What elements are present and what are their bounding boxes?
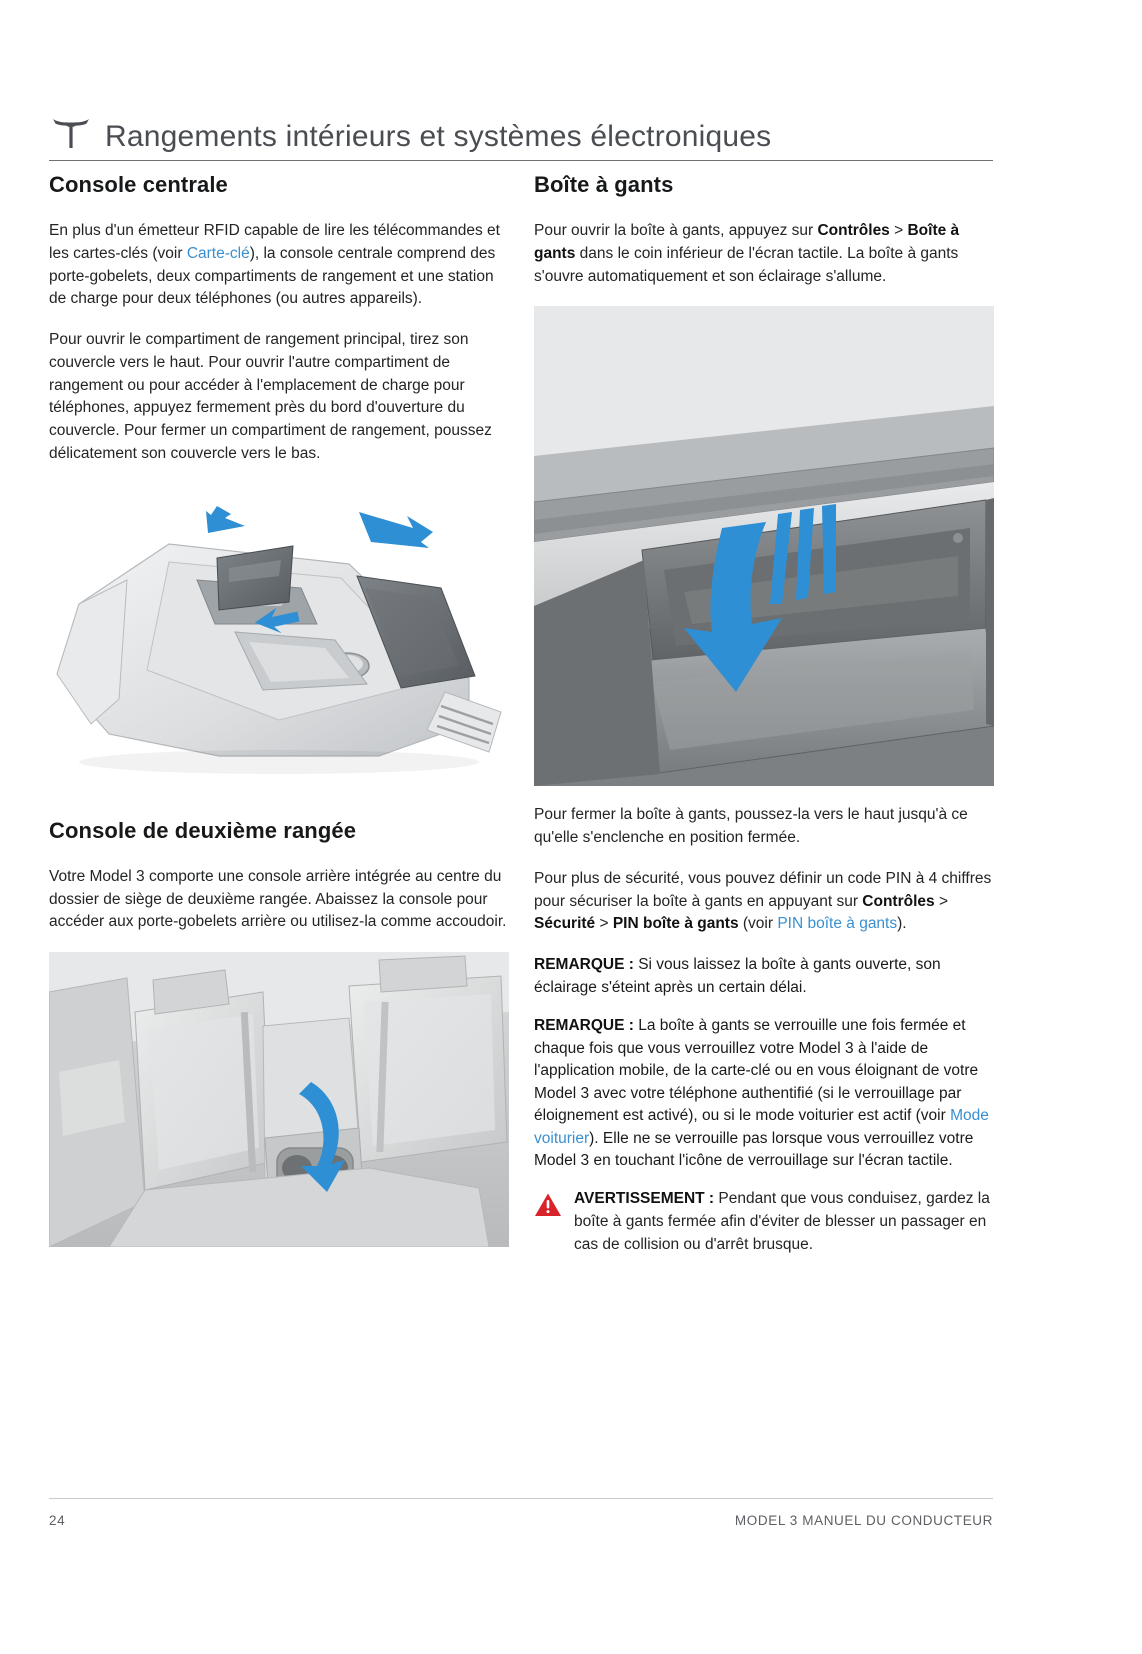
text-run: > xyxy=(595,915,613,933)
heading-console-centrale: Console centrale xyxy=(49,172,228,197)
page-title: Rangements intérieurs et systèmes électroniques xyxy=(105,120,772,153)
text-run: Pendant que vous conduisez, gardez la boîte à gants fermée afin d'éviter de blesser un passager en cas de collision ou d'arrêt brusque. xyxy=(574,1190,990,1254)
page-number: 24 xyxy=(49,1513,66,1528)
arrow-open-armrest xyxy=(359,512,433,548)
ui-path-glovebox: Boîte à gants xyxy=(534,222,960,262)
link-pin-boite-a-gants[interactable]: PIN boîte à gants xyxy=(777,915,898,933)
figure-center-console xyxy=(49,484,509,784)
paragraph-glovebox-pin xyxy=(534,868,994,936)
glovebox-illustration xyxy=(534,306,994,786)
right-column xyxy=(534,172,994,1257)
note-glovebox-light xyxy=(534,954,994,999)
heading-boite-a-gants: Boîte à gants xyxy=(534,172,674,197)
tesla-logo xyxy=(49,114,93,154)
text-run: En plus d'un émetteur RFID capable de lire les télécommandes et les cartes-clés (voir xyxy=(49,222,500,262)
text-run: Pour ouvrir la boîte à gants, appuyez sur xyxy=(534,222,818,239)
ui-path-glovebox-pin: PIN boîte à gants xyxy=(612,915,739,933)
ui-path-controls: Contrôles xyxy=(817,222,890,239)
text-run: (voir xyxy=(738,915,778,933)
warning-triangle-icon xyxy=(534,1192,562,1218)
note-glovebox-lock xyxy=(534,1015,994,1172)
document-title: MODEL 3 MANUEL DU CONDUCTEUR xyxy=(734,1513,993,1528)
text-run: ). Elle ne se verrouille pas lorsque vous verrouillez votre Model 3 en touchant l'icône de verrouillage sur l'écran tactile. xyxy=(534,1129,974,1169)
warning-text xyxy=(574,1188,994,1256)
paragraph-rear-console: Votre Model 3 comporte une console arrière intégrée au centre du dossier de siège de deuxième rangée. Abaissez la console pour accéder aux porte-gobelets arrière ou utilisez-la comme accoudoir. xyxy=(49,867,507,931)
center-console-illustration xyxy=(49,484,509,784)
text-run: ). xyxy=(897,915,907,933)
note-label: REMARQUE : xyxy=(534,956,634,974)
link-mode-voiturier[interactable]: Mode voiturier xyxy=(534,1107,989,1147)
left-column xyxy=(49,172,509,1257)
warning-label: AVERTISSEMENT : xyxy=(574,1190,715,1208)
paragraph-console-opening: Pour ouvrir le compartiment de rangement principal, tirez son couvercle vers le haut. Pour ouvrir l'autre compartiment de rangement ou pour accéder à l'emplacement de charge pour téléphones, appuyez fermement près du bord d'ouverture du couvercle. Pour fermer un compartiment de rangement, poussez délicatement son couvercle vers le bas. xyxy=(49,331,492,463)
text-run: > xyxy=(934,892,948,910)
note-label: REMARQUE : xyxy=(534,1017,634,1035)
text-run: dans le coin inférieur de l'écran tactile. La boîte à gants s'ouvre automatiquement et son éclairage s'allume. xyxy=(534,244,959,285)
paragraph-glovebox-close: Pour fermer la boîte à gants, poussez-la vers le haut jusqu'à ce qu'elle s'enclenche en position fermée. xyxy=(534,806,968,847)
warning-block xyxy=(534,1188,994,1256)
figure-rear-console-photo xyxy=(49,952,509,1247)
arrow-open-front-lid xyxy=(206,506,245,533)
text-run: Pour plus de sécurité, vous pouvez définir un code PIN à 4 chiffres pour sécuriser la boîte à gants en appuyant sur xyxy=(534,869,992,910)
ui-path-controls-2: Contrôles xyxy=(862,892,935,910)
page-header xyxy=(49,108,993,161)
rear-seats-illustration xyxy=(49,952,509,1247)
figure-glovebox-photo xyxy=(534,306,994,786)
heading-console-deuxieme-rangee: Console de deuxième rangée xyxy=(49,817,357,843)
paragraph-glovebox-open xyxy=(534,220,994,288)
text-run: ), la console centrale comprend des porte-gobelets, deux compartiments de rangement et une station de charge pour deux téléphones (ou autres appareils). xyxy=(49,244,496,308)
page-footer xyxy=(49,1498,993,1528)
link-carte-cle[interactable]: Carte-clé xyxy=(186,244,250,262)
text-run: Si vous laissez la boîte à gants ouverte, son éclairage s'éteint après un certain délai. xyxy=(534,956,941,996)
paragraph-console-intro xyxy=(49,220,509,311)
text-run: La boîte à gants se verrouille une fois fermée et chaque fois que vous verrouillez votre Model 3 à l'aide de l'application mobile, de la carte-clé ou en vous éloignant de votre Model 3 avec votre téléphone authentifié (si le verrouillage par éloignement est activé), ou si le mode voiturier est actif (voir xyxy=(534,1017,979,1125)
ui-path-security: Sécurité xyxy=(534,915,596,933)
text-run: > xyxy=(889,222,908,239)
